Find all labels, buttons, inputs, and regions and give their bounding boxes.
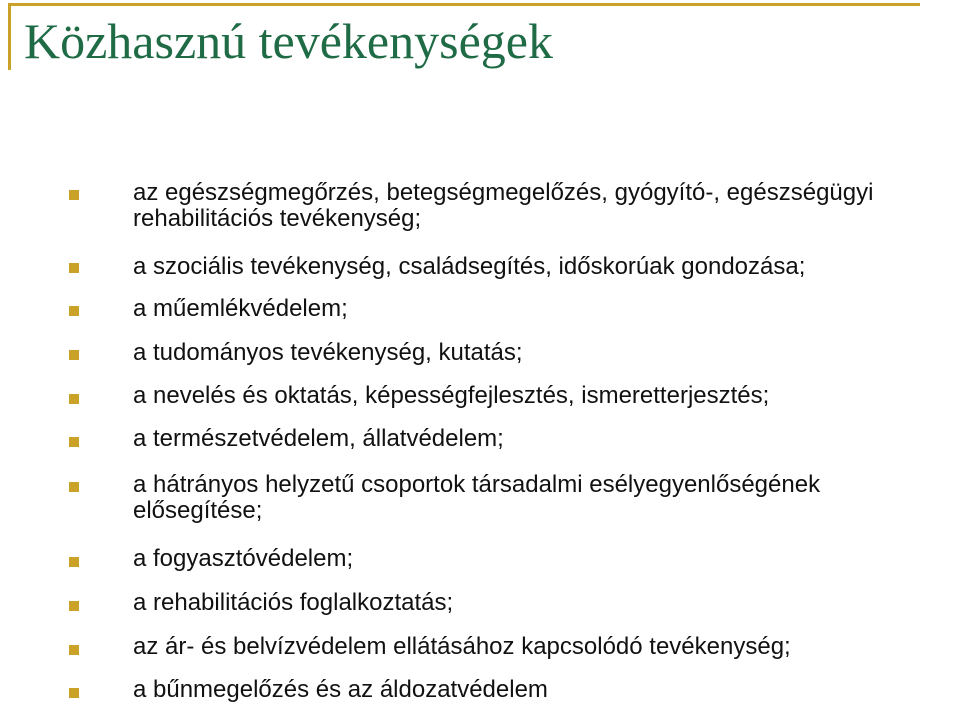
list-item-text: a tudományos tevékenység, kutatás; <box>133 339 523 366</box>
list-item-text: a műemlékvédelem; <box>133 295 348 322</box>
square-bullet-icon <box>69 350 79 360</box>
square-bullet-icon <box>69 263 79 273</box>
list-item-text: a természetvédelem, állatvédelem; <box>133 425 504 452</box>
square-bullet-icon <box>69 190 79 200</box>
list-item-text: a bűnmegelőzés és az áldozatvédelem <box>133 676 548 703</box>
list-item-text: az ár- és belvízvédelem ellátásához kapcsolódó tevékenység; <box>133 633 791 660</box>
square-bullet-icon <box>69 482 79 492</box>
list-item-text: a szociális tevékenység, családsegítés, időskorúak gondozása; <box>133 253 806 280</box>
slide-title: Közhasznú tevékenységek <box>24 13 553 69</box>
square-bullet-icon <box>69 645 79 655</box>
square-bullet-icon <box>69 601 79 611</box>
square-bullet-icon <box>69 306 79 316</box>
square-bullet-icon <box>69 557 79 567</box>
square-bullet-icon <box>69 394 79 404</box>
list-item-text: a nevelés és oktatás, képességfejlesztés, ismeretterjesztés; <box>133 382 770 409</box>
list-item-text: a hátrányos helyzetű csoportok társadalmi esélyegyenlőségének elősegítése; <box>133 471 821 524</box>
square-bullet-icon <box>69 688 79 698</box>
list-item-text: az egészségmegőrzés, betegségmegelőzés, gyógyító-, egészségügyi rehabilitációs tevékenység; <box>133 179 874 232</box>
list-item-text: a fogyasztóvédelem; <box>133 545 354 572</box>
list-item-text: a rehabilitációs foglalkoztatás; <box>133 589 454 616</box>
square-bullet-icon <box>69 437 79 447</box>
